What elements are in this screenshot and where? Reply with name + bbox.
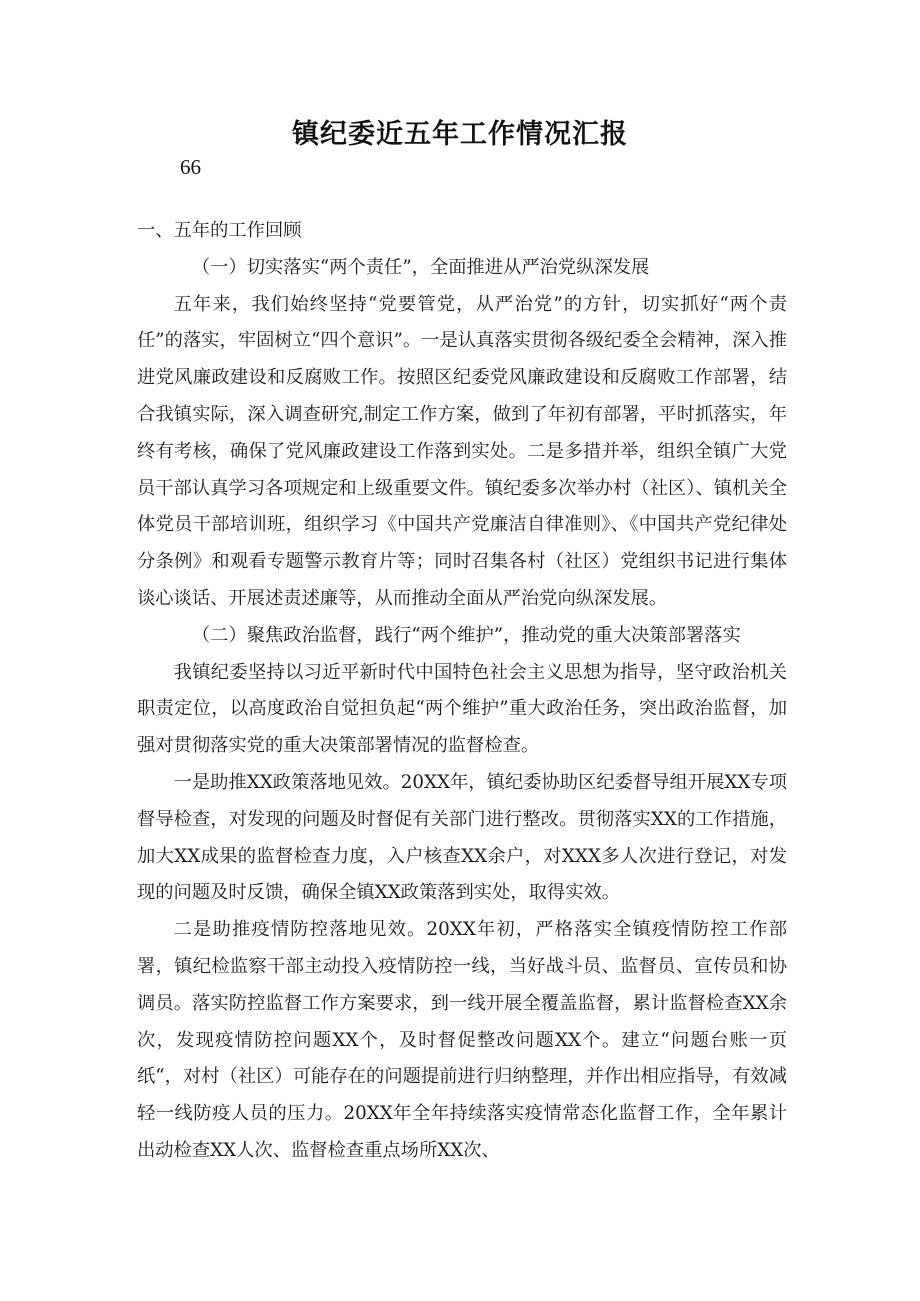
body-paragraph: 我镇纪委坚持以习近平新时代中国特色社会主义思想为指导，坚守政治机关职责定位，以高度政治自觉担负起“两个维护”重大政治任务，突出政治监督，加强对贯彻落实党的重大决策部署情况的监督检查。 xyxy=(137,661,787,757)
subsection-heading: （二）聚焦政治监督，践行“两个维护”，推动党的重大决策部署落实 xyxy=(191,624,741,646)
document-title: 镇纪委近五年工作情况汇报 xyxy=(292,119,628,150)
body-paragraph: 五年来，我们始终坚持“党要管党，从严治党”的方针，切实抓好“两个责任”的落实，牢固树立“四个意识”。一是认真落实贯彻各级纪委全会精神，深入推进党风廉政建设和反腐败工作。按照区纪委党风廉政建设和反腐败工作部署，结合我镇实际，深入调查研究,制定工作方案，做到了年初有部署，平时抓落实，年终有考核，确保了党风廉政建设工作落到实处。二是多措并举，组织全镇广大党员干部认真学习各项规定和上级重要文件。镇纪委多次举办村（社区）、镇机关全体党员干部培训班，组织学习《中国共产党廉洁自律准则》、《中国共产党纪律处分条例》和观看专题警示教育片等；同时召集各村（社区）党组织书记进行集体谈心谈话、开展述责述廉等，从而推动全面从严治党向纵深发展。 xyxy=(137,293,787,609)
document-body xyxy=(137,213,787,1170)
subsection-heading: （一）切实落实“两个责任”，全面推进从严治党纵深发展 xyxy=(191,256,650,278)
body-paragraph: 二是助推疫情防控落地见效。20XX年初，严格落实全镇疫情防控工作部署，镇纪检监察干部主动投入疫情防控一线，当好战斗员、监督员、宣传员和协调员。落实防控监督工作方案要求，到一线开展全覆盖监督，累计监督检查XX余次，发现疫情防控问题XX个，及时督促整改问题XX个。建立“问题台账一页纸“，对村（社区）可能存在的问题提前进行归纳整理，并作出相应指导，有效减轻一线防疫人员的压力。20XX年全年持续落实疫情常态化监督工作，全年累计出动检查XX人次、监督检查重点场所XX次、 xyxy=(137,919,787,1161)
section-heading: 一、五年的工作回顾 xyxy=(137,220,302,241)
page-number: 66 xyxy=(180,155,201,179)
body-paragraph: 一是助推XX政策落地见效。20XX年，镇纪委协助区纪委督导组开展XX专项督导检查，对发现的问题及时督促有关部门进行整改。贯彻落实XX的工作措施，加大XX成果的监督检查力度，入户核查XX余户，对XXX多人次进行登记，对发现的问题及时反馈，确保全镇XX政策落到实处，取得实效。 xyxy=(137,771,787,904)
